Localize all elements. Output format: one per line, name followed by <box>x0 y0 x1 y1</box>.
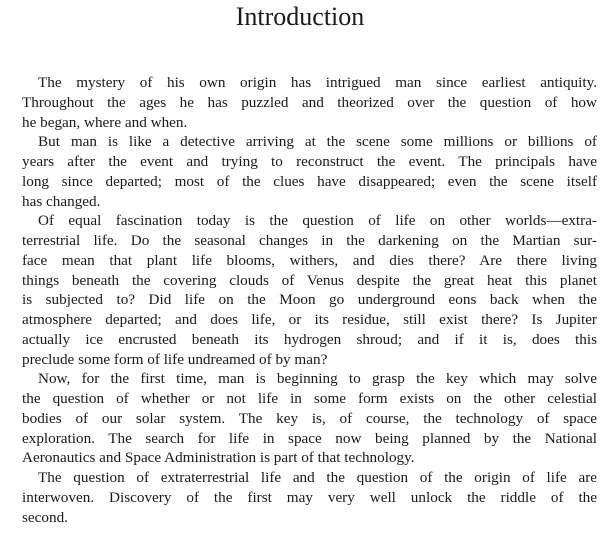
paragraph-2 <box>6 132 597 211</box>
paragraph-line: actually ice encrusted beneath its hydrogen shroud; and if it is, does this <box>22 330 597 348</box>
paragraph-3 <box>6 211 597 369</box>
paragraph-line: the question of whether or not life in some form exists on the other celestial <box>22 390 597 407</box>
paragraph-line: Now, for the first time, man is beginning to grasp the key which may solve <box>38 370 597 388</box>
paragraph-line: The question of extraterrestrial life and the question of the origin of life are <box>38 469 597 486</box>
paragraph-line: has changed. <box>22 192 101 210</box>
paragraph-4 <box>6 369 597 468</box>
paragraph-line: interwoven. Discovery of the first may very well unlock the riddle of the <box>22 488 597 506</box>
paragraph-line: exploration. The search for life in space now being planned by the National <box>22 429 597 447</box>
paragraph-line: terrestrial life. Do the seasonal changes in the darkening on the Martian sur- <box>22 232 597 249</box>
paragraph-line: bodies of our solar system. The key is, of course, the technology of space <box>22 409 597 427</box>
paragraph-1 <box>6 73 597 132</box>
paragraph-line: The mystery of his own origin has intrigued man since earliest antiquity. <box>38 74 597 91</box>
paragraph-line: Aeronautics and Space Administration is part of that technology. <box>22 449 415 467</box>
paragraph-line: second. <box>22 508 68 526</box>
paragraph-line: face mean that plant life blooms, withers, and dies there? Are there living <box>22 251 597 269</box>
paragraph-line: is subjected to? Did life on the Moon go underground eons back when the <box>22 291 597 309</box>
paragraph-line: preclude some form of life undreamed of by man? <box>22 350 328 368</box>
paragraph-5 <box>6 468 597 527</box>
paragraph-line: Of equal fascination today is the question of life on other worlds—extra- <box>38 212 597 230</box>
page-title: Introduction <box>235 2 365 31</box>
paragraph-line: atmosphere departed; and does life, or its residue, still exist there? Is Jupiter <box>22 311 597 328</box>
paragraph-line: he began, where and when. <box>22 113 188 131</box>
paragraph-line: long since departed; most of the clues have disappeared; even the scene itself <box>22 172 597 190</box>
paragraph-line: things beneath the covering clouds of Venus despite the great heat this planet <box>22 271 597 289</box>
paragraph-line: Throughout the ages he has puzzled and theorized over the question of how <box>22 93 597 111</box>
body-text <box>6 73 597 527</box>
paragraph-line: But man is like a detective arriving at the scene some millions or billions of <box>38 133 597 151</box>
paragraph-line: years after the event and trying to reconstruct the event. The principals have <box>22 153 597 170</box>
